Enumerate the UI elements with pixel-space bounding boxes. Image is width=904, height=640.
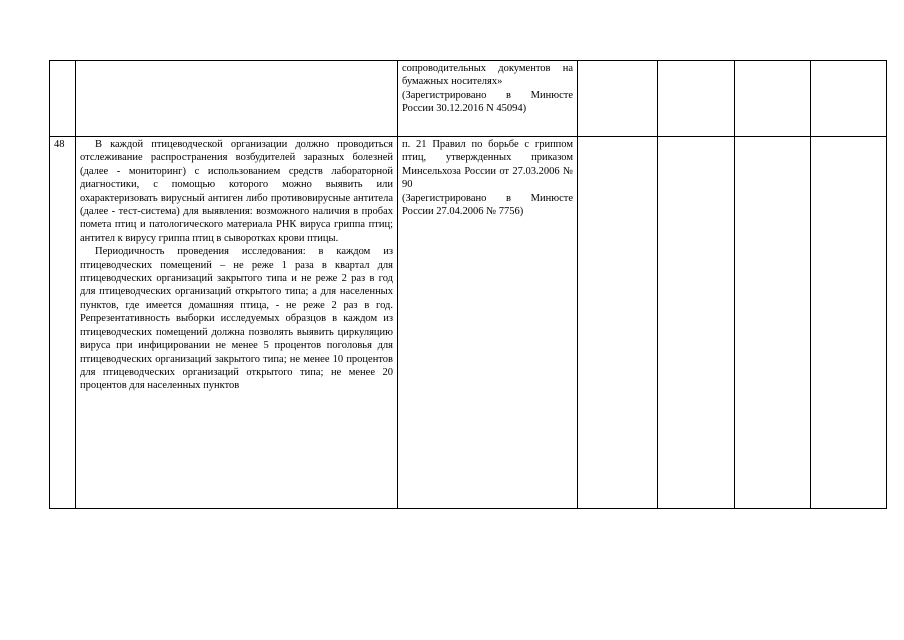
table-row-48 bbox=[50, 137, 887, 509]
legal-act-text: п. 21 Правил по борьбе с гриппом птиц, утвержденных приказом Минсельхоза России от 27.03.2006 № 90 bbox=[402, 139, 573, 191]
requirement-paragraph: В каждой птицеводческой организации должно проводиться отслеживание распространения возбудителей заразных болезней (далее - мониторинг) с использованием средств лабораторной диагностики, с помощью которого можно выявить или охарактеризовать вирусный антиген либо противовирусные антитела (далее - тест-система) для выявления: возможного наличия в пробах помета птиц и патологического материала РНК вируса гриппа птиц; антител к вирусу гриппа птиц в сыворотках крови птицы. bbox=[80, 139, 393, 244]
requirement-cell bbox=[76, 137, 398, 509]
legal-act-cell bbox=[398, 61, 578, 137]
empty-cell bbox=[735, 137, 811, 509]
empty-cell bbox=[811, 61, 887, 137]
requirement-cell bbox=[76, 61, 398, 137]
empty-cell bbox=[811, 137, 887, 509]
requirement-paragraph: Периодичность проведения исследования: в каждом из птицеводческих помещений – не реже 1 раза в квартал для птицеводческих организаций закрытого типа и не реже 2 раз в год для птицеводческих организаций открытого типа; а для населенных пунктов, где имеется домашняя птица, - не реже 2 раз в год. Репрезентативность выборки исследуемых образцов в каждом из птицеводческих помещений должна позволять выявить циркуляцию вируса при инфицировании не менее 5 процентов поголовья для птицеводческих организаций закрытого типа; не менее 10 процентов для птицеводческих организаций открытого типа; не менее 20 процентов для населенных пунктов bbox=[80, 246, 393, 392]
empty-cell bbox=[578, 137, 658, 509]
legal-act-registration: (Зарегистрировано в Минюсте России 30.12.2016 N 45094) bbox=[402, 89, 573, 115]
row-number-cell bbox=[50, 61, 76, 137]
empty-cell bbox=[658, 137, 735, 509]
empty-cell bbox=[735, 61, 811, 137]
table-row-continuation bbox=[50, 61, 887, 137]
requirements-table bbox=[49, 60, 887, 509]
row-number-cell: 48 bbox=[50, 137, 76, 509]
legal-act-text: сопроводительных документов на бумажных носителях» bbox=[402, 63, 573, 88]
empty-cell bbox=[578, 61, 658, 137]
empty-cell bbox=[658, 61, 735, 137]
legal-act-cell bbox=[398, 137, 578, 509]
legal-act-registration: (Зарегистрировано в Минюсте России 27.04.2006 № 7756) bbox=[402, 192, 573, 218]
